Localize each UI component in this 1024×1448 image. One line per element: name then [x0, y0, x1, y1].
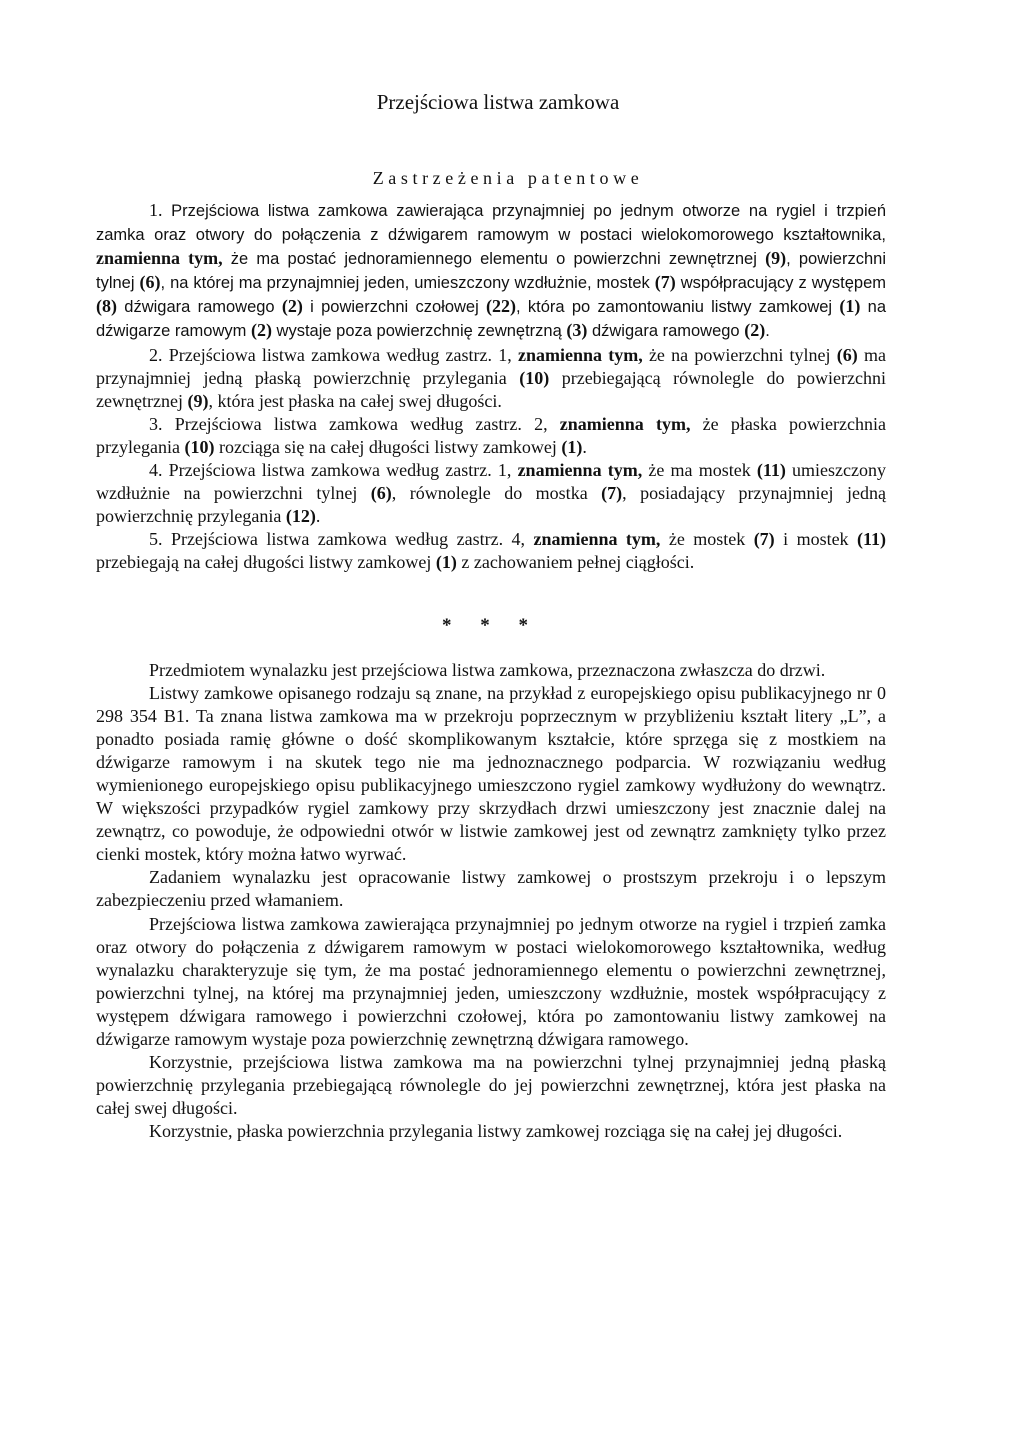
claim-text-run: dźwigara ramowego: [587, 322, 745, 341]
claim-text-run: 5. Przejściowa listwa zamkowa według zastrz. 4,: [149, 529, 534, 550]
description-paragraph: Korzystnie, płaska powierzchnia przylegania listwy zamkowej rozciąga się na całej jej długości.: [149, 1121, 843, 1142]
claim-paragraph: [96, 528, 886, 574]
description-paragraph: Zadaniem wynalazku jest opracowanie listwy zamkowej o prostszym przekroju i o lepszym zabezpieczeniu przed włamaniem.: [96, 867, 886, 911]
claim-text-run: .: [315, 506, 321, 527]
claim-text-run: .: [582, 436, 587, 457]
claim-bold-run: (7): [753, 529, 775, 550]
claim-text-run: , posiadający przynajmniej jedną powierzchnię przylegania: [96, 483, 886, 527]
claim-bold-run: (1): [561, 436, 583, 457]
claim-text-run: na dźwigarze ramowym: [96, 298, 886, 341]
claim-bold-run: (2): [744, 320, 766, 341]
claim-paragraph: [96, 413, 886, 459]
description-paragraph: Listwy zamkowe opisanego rodzaju są znane, na przykład z europejskiego opisu publikacyjnego nr 0 298 354 B1. Ta znana listwa zamkowa ma w przekroju poprzecznym w przybliżeniu kształt litery „L”, a ponadto posiada ramię główne o dość skomplikowanym kształcie, które sprzęga się z mostkiem na dźwigarze ramowym i na skutek tego nie ma jednoznacznego podparcia. W rozwiązaniu według wymienionego europejskiego opisu publikacyjnego umieszczono rygiel zamkowy wydłużony do wewnątrz. W większości przypadków rygiel zamkowy przy skrzydłach drzwi umieszczony jest znacznie dalej na zewnątrz, co powoduje, że odpowiedni otwór w listwie zamkowej jest od zewnątrz zamknięty tylko przez cienki mostek, który można łatwo wyrwać.: [96, 682, 886, 865]
claim-bold-run: (10): [519, 367, 550, 388]
claim-text-run: umieszczony wzdłużnie na powierzchni tylnej: [96, 460, 887, 504]
claim-bold-run: (6): [836, 344, 858, 365]
claim-text-run: , która po zamontowaniu listwy zamkowej: [516, 298, 840, 317]
claim-text-run: .: [765, 322, 770, 341]
claim-bold-run: (9): [765, 248, 787, 269]
claim-paragraph: [96, 459, 886, 528]
claim-bold-run: (2): [250, 320, 272, 341]
description-paragraph: Korzystnie, przejściowa listwa zamkowa ma na powierzchni tylnej przynajmniej jedną płaską powierzchnię przylegania przebiegającą równolegle do jej powierzchni zewnętrznej, która jest płaska na całej swej długości.: [96, 1052, 886, 1119]
claim-paragraph: [96, 199, 886, 344]
claim-bold-run: (11): [756, 460, 786, 481]
claim-bold-run: (1): [435, 552, 457, 573]
claim-bold-run: znamienna tym,: [559, 413, 691, 434]
claim-bold-run: (2): [281, 296, 303, 317]
claim-bold-run: (7): [654, 272, 676, 293]
claim-bold-run: (7): [601, 483, 623, 504]
claim-bold-run: (8): [96, 296, 117, 317]
claim-text-run: że ma postać jednoramiennego elementu o powierzchni zewnętrznej: [222, 250, 766, 269]
description-paragraph: Przejściowa listwa zamkowa zawierająca przynajmniej po jednym otworze na rygiel i trzpień zamka oraz otwory do połączenia z dźwigarem ramowym w postaci wielokomorowego kształtownika, według wynalazku charakteryzuje się tym, że ma postać jednoramiennego elementu o powierzchni zewnętrznej, powierzchni tylnej, na której ma przynajmniej jeden, umieszczony wzdłużnie, mostek współpracujący z występem dźwigara ramowego i powierzchni czołowej, która po zamontowaniu listwy zamkowej na dźwigarze ramowym wystaje poza powierzchnię zewnętrzną dźwigara ramowego.: [96, 913, 886, 1049]
claim-text-run: , powierzchni tylnej: [96, 250, 887, 293]
claim-text-run: i powierzchni czołowej: [302, 298, 487, 317]
claim-text-run: z zachowaniem pełnej ciągłości.: [456, 552, 695, 573]
claim-text-run: Przejściowa listwa zamkowa zawierająca przynajmniej po jednym otworze na rygiel i trzpień zamka oraz otwory do połączenia z dźwigarem ramowym w postaci wielokomorowego kształtownika,: [96, 202, 887, 245]
claim-bold-run: znamienna tym,: [533, 529, 661, 550]
claim-bold-run: znamienna tym,: [96, 248, 223, 269]
claim-text-run: że mostek: [660, 529, 754, 550]
claims-list: [96, 199, 886, 575]
claim-bold-run: (6): [370, 483, 392, 504]
claim-bold-run: (1): [839, 296, 861, 317]
claim-text-run: przebiegają na całej długości listwy zamkowej: [96, 552, 436, 573]
document-title: Przejściowa listwa zamkowa: [376, 90, 620, 114]
claim-text-run: , równolegle do mostka: [391, 483, 602, 504]
claim-text-run: rozciąga się na całej długości listwy zamkowej: [214, 436, 562, 457]
claim-text-run: , na której ma przynajmniej jeden, umieszczony wzdłużnie, mostek: [160, 274, 655, 293]
claim-bold-run: (12): [285, 506, 316, 527]
claim-bold-run: (9): [187, 390, 209, 411]
claim-text-run: 2. Przejściowa listwa zamkowa według zastrz. 1,: [149, 344, 518, 365]
claim-text-run: 4. Przejściowa listwa zamkowa według zastrz. 1,: [149, 460, 518, 481]
claim-text-run: współpracujący z występem: [675, 274, 887, 293]
claim-bold-run: (3): [566, 320, 588, 341]
claim-bold-run: znamienna tym,: [517, 344, 643, 365]
description-body: [96, 659, 886, 1144]
claim-text-run: przebiegającą równolegle do powierzchni zewnętrznej: [96, 367, 887, 411]
claim-text-run: że ma mostek: [642, 460, 757, 481]
claim-text-run: , która jest płaska na całej swej długości.: [208, 390, 502, 411]
section-separator: * * *: [442, 614, 540, 636]
claim-text-run: wystaje poza powierzchnię zewnętrzną: [271, 322, 567, 341]
document-page: [96, 90, 886, 1143]
claim-text-run: i mostek: [774, 529, 857, 550]
claim-bold-run: (22): [486, 296, 517, 317]
claim-bold-run: (11): [857, 529, 886, 550]
claim-text-run: 1.: [149, 200, 172, 220]
claim-text-run: 3. Przejściowa listwa zamkowa według zastrz. 2,: [149, 413, 560, 434]
claims-heading: Zastrzeżenia patentowe: [372, 168, 644, 188]
claim-bold-run: (10): [184, 436, 215, 457]
claim-text-run: że na powierzchni tylnej: [642, 344, 837, 365]
claim-text-run: dźwigara ramowego: [117, 298, 282, 317]
description-paragraph: Przedmiotem wynalazku jest przejściowa listwa zamkowa, przeznaczona zwłaszcza do drzwi.: [149, 659, 826, 680]
claim-bold-run: znamienna tym,: [517, 460, 643, 481]
claim-text-run: że płaska powierzchnia przylegania: [96, 413, 886, 457]
claim-text-run: ma przynajmniej jedną płaską powierzchnię przylegania: [96, 344, 886, 388]
claim-paragraph: [96, 344, 886, 413]
claim-bold-run: (6): [139, 272, 161, 293]
